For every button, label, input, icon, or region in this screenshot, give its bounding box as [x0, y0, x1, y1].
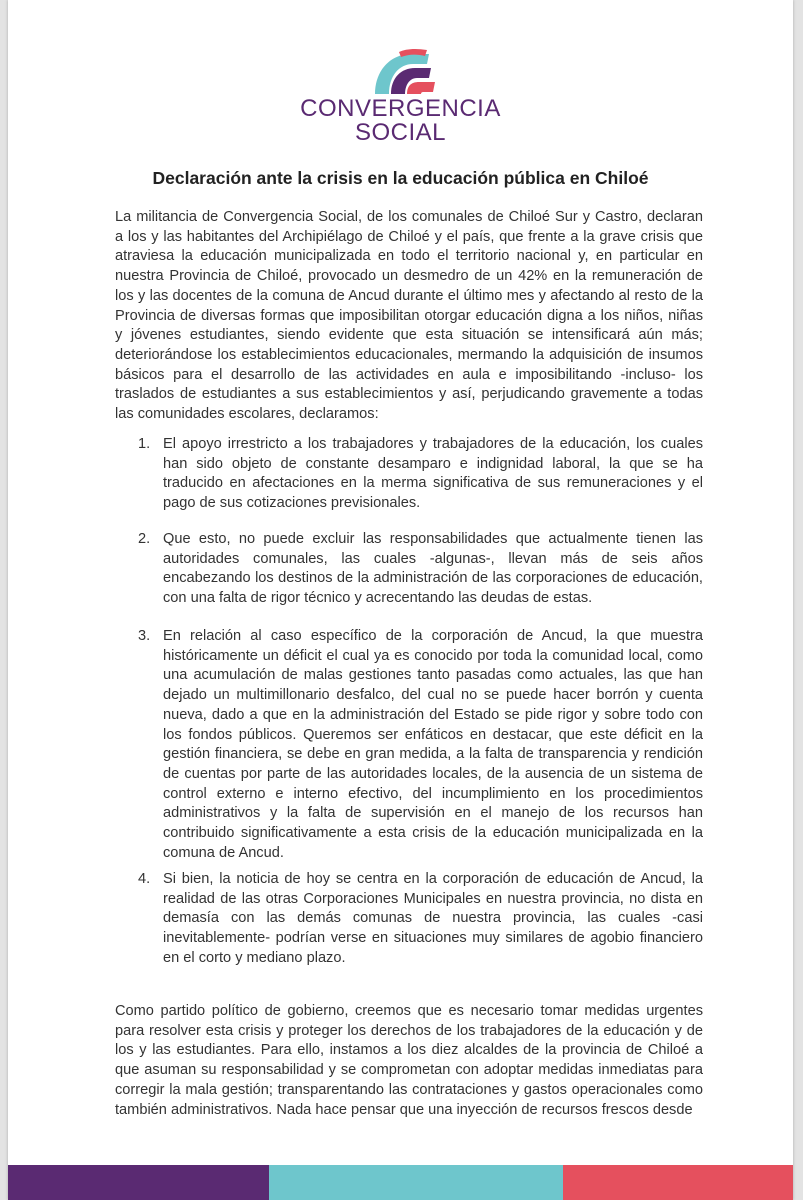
list-item-text: Que esto, no puede excluir las responsabilidades que actualmente tienen las autoridades comunales, las cuales -algunas-, llevan más de seis años encabezando los destinos de la administración de las corporaciones de educación, con una falta de rigor técnico y acrecentando las deudas de estas. — [163, 531, 703, 607]
brand-name-second-line: SOCIAL — [354, 119, 447, 146]
footer-bar-teal — [269, 1165, 563, 1200]
list-number: 1. — [138, 436, 151, 452]
list-item-text: Si bien, la noticia de hoy se centra en la corporación de educación de Ancud, la realidad de las otras Corporaciones Municipales en nuestra provincia, no dista en demasía con las demás comunas de nuestra provincia, las cuales -casi inevitablemente- podrían verse en situaciones muy similares de agobio financiero en el corto y mediano plazo. — [163, 871, 703, 966]
footer-bar-red — [563, 1165, 793, 1200]
convergencia-social-logo-icon — [369, 48, 435, 94]
closing-paragraph: Como partido político de gobierno, creemos que es necesario tomar medidas urgentes para resolver esta crisis y proteger los derechos de los trabajadores de la educación y de los y las estudiantes. Para ello, instamos a los diez alcaldes de la provincia de Chiloé a que asuman su responsabilidad y se comprometan con adoptar medidas inmediatas para corregir la mala gestión; transparentando las contrataciones y gastos operacionales como también administrativos. Nada hace pensar que una inyección de recursos frescos desde — [115, 1003, 703, 1118]
list-number: 3. — [138, 628, 151, 644]
brand-name: CONVERGENCIA — [300, 95, 501, 122]
list-number: 2. — [138, 531, 151, 547]
document-page — [8, 0, 793, 1200]
footer-bar-purple — [8, 1165, 269, 1200]
intro-paragraph: La militancia de Convergencia Social, de los comunales de Chiloé Sur y Castro, declaran a los y las habitantes del Archipiélago de Chiloé y el país, que frente a la grave crisis que atraviesa la educación municipalizada en todo el territorio nacional y, en particular en nuestra Provincia de Chiloé, provocado un desmedro de un 42% en la remuneración de los y las docentes de la comuna de Ancud durante el último mes y afectando al resto de la Provincia de diversas formas que imposibilitan otorgar educación digna a los niños, niñas y jóvenes estudiantes, siendo evidente que esta situación se intensificará aún más; deteriorándose los establecimientos educacionales, mermando la adquisición de insumos básicos para el desarrollo de las actividades en aula e imposibilitando -incluso- los traslados de estudiantes a sus establecimientos y así, perjudicando gravemente a todas las comunidades escolares, declaramos: — [115, 209, 703, 423]
list-item-text: El apoyo irrestricto a los trabajadores y trabajadores de la educación, los cuales han sido objeto de constante desamparo e indignidad laboral, la que se ha traducido en afectaciones en la merma significativa de sus remuneraciones y el pago de sus cotizaciones previsionales. — [163, 436, 703, 512]
document-title: Declaración ante la crisis en la educación pública en Chiloé — [152, 168, 649, 188]
list-number: 4. — [138, 871, 151, 887]
list-item-text: En relación al caso específico de la corporación de Ancud, la que muestra históricamente un déficit el cual ya es conocido por toda la comunidad local, como una acumulación de malas gestiones tanto pasadas como actuales, las que han dejado un multimillonario desfalco, del cual no se puede hacer borrón y cuenta nueva, dado a que en la administración del Estado se pide rigor y sobre todo con los fondos públicos. Queremos ser enfáticos en destacar, que este déficit en la gestión financiera, se debe en gran medida, a la falta de transparencia y rendición de cuentas por parte de las autoridades locales, de la ausencia de un sistema de control externo e interno efectivo, del incumplimiento en los procedimientos administrativos y la falta de supervisión en el manejo de los recursos han contribuido significativamente a esta crisis de la educación municipalizada en la comuna de Ancud. — [163, 628, 703, 861]
